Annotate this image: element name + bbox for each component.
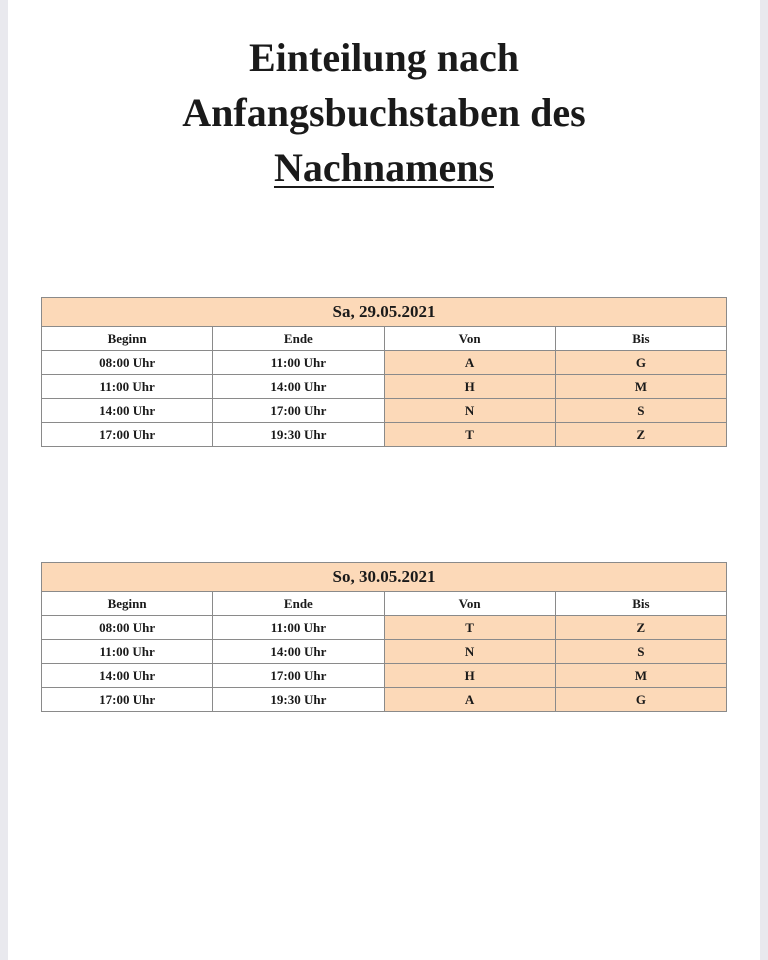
table-row xyxy=(42,375,727,399)
document-page xyxy=(8,0,760,960)
cell-begin: 08:00 Uhr xyxy=(42,616,213,640)
cell-begin: 17:00 Uhr xyxy=(42,688,213,712)
cell-begin: 11:00 Uhr xyxy=(42,375,213,399)
column-header-to: Bis xyxy=(555,592,726,616)
page-title xyxy=(8,30,760,195)
column-header-end: Ende xyxy=(213,592,384,616)
cell-to: M xyxy=(555,375,726,399)
cell-to: Z xyxy=(555,616,726,640)
cell-from: T xyxy=(384,423,555,447)
cell-from: A xyxy=(384,351,555,375)
column-header-from: Von xyxy=(384,327,555,351)
cell-from: A xyxy=(384,688,555,712)
cell-begin: 14:00 Uhr xyxy=(42,399,213,423)
cell-begin: 17:00 Uhr xyxy=(42,423,213,447)
cell-to: S xyxy=(555,640,726,664)
cell-begin: 11:00 Uhr xyxy=(42,640,213,664)
cell-from: N xyxy=(384,640,555,664)
cell-end: 14:00 Uhr xyxy=(213,640,384,664)
column-header-from: Von xyxy=(384,592,555,616)
column-header-end: Ende xyxy=(213,327,384,351)
cell-end: 14:00 Uhr xyxy=(213,375,384,399)
cell-to: Z xyxy=(555,423,726,447)
cell-end: 11:00 Uhr xyxy=(213,351,384,375)
cell-from: H xyxy=(384,664,555,688)
cell-end: 17:00 Uhr xyxy=(213,399,384,423)
table-row xyxy=(42,640,727,664)
cell-to: S xyxy=(555,399,726,423)
table-row xyxy=(42,423,727,447)
date-header: Sa, 29.05.2021 xyxy=(42,298,727,327)
cell-to: M xyxy=(555,664,726,688)
title-line-2: Anfangsbuchstaben des xyxy=(182,90,586,135)
cell-from: H xyxy=(384,375,555,399)
column-header-to: Bis xyxy=(555,327,726,351)
cell-end: 19:30 Uhr xyxy=(213,423,384,447)
table-row xyxy=(42,664,727,688)
cell-to: G xyxy=(555,688,726,712)
schedule-table-saturday xyxy=(41,297,727,447)
table-row xyxy=(42,688,727,712)
column-header-begin: Beginn xyxy=(42,327,213,351)
table-row xyxy=(42,616,727,640)
cell-end: 11:00 Uhr xyxy=(213,616,384,640)
schedule-table-sunday xyxy=(41,562,727,712)
table-row xyxy=(42,351,727,375)
title-line-3: Nachnamens xyxy=(273,145,495,190)
cell-begin: 14:00 Uhr xyxy=(42,664,213,688)
date-header: So, 30.05.2021 xyxy=(42,563,727,592)
cell-begin: 08:00 Uhr xyxy=(42,351,213,375)
cell-from: N xyxy=(384,399,555,423)
title-line-1: Einteilung nach xyxy=(248,35,520,80)
table-row xyxy=(42,399,727,423)
cell-end: 19:30 Uhr xyxy=(213,688,384,712)
cell-end: 17:00 Uhr xyxy=(213,664,384,688)
cell-to: G xyxy=(555,351,726,375)
cell-from: T xyxy=(384,616,555,640)
column-header-begin: Beginn xyxy=(42,592,213,616)
